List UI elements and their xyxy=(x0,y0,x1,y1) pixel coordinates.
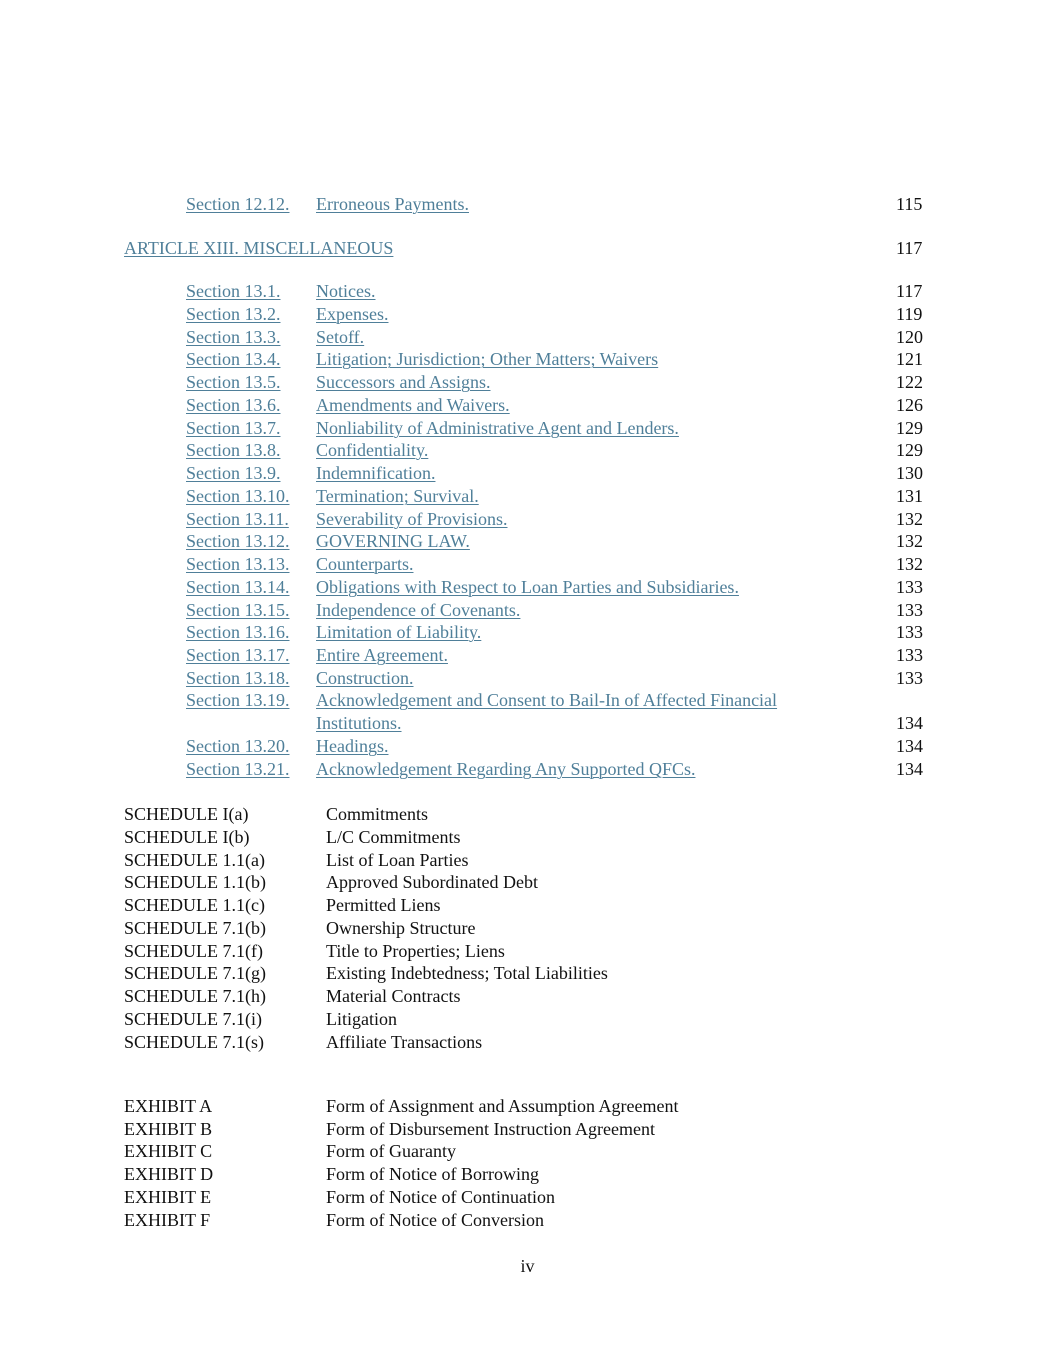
page-number: 133 xyxy=(896,668,923,688)
page-number: 130 xyxy=(896,463,923,483)
schedule-entry xyxy=(0,940,1055,962)
page-number: 121 xyxy=(896,349,923,369)
schedule-label: SCHEDULE 7.1(g) xyxy=(124,963,266,983)
page-number: 132 xyxy=(896,509,923,529)
schedule-entry xyxy=(0,1008,1055,1030)
exhibit-label: EXHIBIT C xyxy=(124,1141,213,1161)
toc-entry-section-13-19-cont[interactable] xyxy=(0,712,1055,734)
schedule-description: Affiliate Transactions xyxy=(326,1032,483,1052)
exhibit-entry xyxy=(0,1186,1055,1208)
page-number: 120 xyxy=(896,327,923,347)
schedule-entry xyxy=(0,917,1055,939)
section-title-link[interactable]: Headings. xyxy=(316,736,389,756)
schedule-description: Title to Properties; Liens xyxy=(326,941,505,961)
toc-entry[interactable] xyxy=(0,735,1055,757)
section-number-link[interactable]: Section 13.16. xyxy=(186,622,290,642)
page-number: 117 xyxy=(896,281,923,301)
schedule-label: SCHEDULE 1.1(a) xyxy=(124,850,265,870)
section-number-link[interactable]: Section 13.14. xyxy=(186,577,290,597)
schedule-label: SCHEDULE I(a) xyxy=(124,804,249,824)
section-title-link[interactable]: Termination; Survival. xyxy=(316,486,479,506)
exhibit-entry xyxy=(0,1209,1055,1231)
toc-entry[interactable] xyxy=(0,462,1055,484)
section-number-link[interactable]: Section 13.4. xyxy=(186,349,281,369)
section-title-link[interactable]: Obligations with Respect to Loan Parties and Subsidiaries. xyxy=(316,577,739,597)
section-number-link[interactable]: Section 13.19. xyxy=(186,690,290,710)
schedule-entry xyxy=(0,803,1055,825)
exhibit-label: EXHIBIT A xyxy=(124,1096,213,1116)
page-number: 117 xyxy=(896,238,923,258)
toc-entry[interactable] xyxy=(0,439,1055,461)
section-number-link[interactable]: Section 13.5. xyxy=(186,372,281,392)
toc-entry-section-12-12[interactable] xyxy=(0,193,1055,215)
schedule-label: SCHEDULE 7.1(f) xyxy=(124,941,263,961)
section-title-link[interactable]: Amendments and Waivers. xyxy=(316,395,510,415)
schedule-entry xyxy=(0,871,1055,893)
page-number: 134 xyxy=(896,713,923,733)
exhibit-entry xyxy=(0,1163,1055,1185)
schedule-description: L/C Commitments xyxy=(326,827,461,847)
toc-entry[interactable] xyxy=(0,348,1055,370)
section-title-link[interactable]: GOVERNING LAW. xyxy=(316,531,470,551)
toc-entry[interactable] xyxy=(0,576,1055,598)
page-number: 134 xyxy=(896,759,923,779)
section-number-link[interactable]: Section 13.15. xyxy=(186,600,290,620)
section-title-link[interactable]: Confidentiality. xyxy=(316,440,429,460)
schedule-entry xyxy=(0,962,1055,984)
toc-entry[interactable] xyxy=(0,303,1055,325)
section-title-link[interactable]: Counterparts. xyxy=(316,554,414,574)
section-number-link[interactable]: Section 13.11. xyxy=(186,509,289,529)
toc-entry[interactable] xyxy=(0,667,1055,689)
toc-entry[interactable] xyxy=(0,394,1055,416)
schedule-description: Permitted Liens xyxy=(326,895,441,915)
schedule-label: SCHEDULE 1.1(c) xyxy=(124,895,265,915)
schedule-description: Material Contracts xyxy=(326,986,461,1006)
section-number-link[interactable]: Section 13.20. xyxy=(186,736,290,756)
exhibit-entry xyxy=(0,1095,1055,1117)
page-number: 122 xyxy=(896,372,923,392)
schedule-description: List of Loan Parties xyxy=(326,850,469,870)
section-number-link[interactable]: Section 13.10. xyxy=(186,486,290,506)
schedule-label: SCHEDULE 7.1(i) xyxy=(124,1009,262,1029)
page-number: 131 xyxy=(896,486,923,506)
page-number: 129 xyxy=(896,440,923,460)
page-number: 132 xyxy=(896,531,923,551)
section-number-link[interactable]: Section 13.13. xyxy=(186,554,290,574)
section-number-link[interactable]: Section 12.12. xyxy=(186,194,290,214)
exhibit-description: Form of Assignment and Assumption Agreement xyxy=(326,1096,679,1116)
section-number-link[interactable]: Section 13.17. xyxy=(186,645,290,665)
schedule-label: SCHEDULE I(b) xyxy=(124,827,250,847)
toc-entry[interactable] xyxy=(0,417,1055,439)
toc-entry[interactable] xyxy=(0,280,1055,302)
exhibit-description: Form of Guaranty xyxy=(326,1141,456,1161)
section-title-link[interactable]: Acknowledgement Regarding Any Supported QFCs. xyxy=(316,759,696,779)
toc-entry[interactable] xyxy=(0,621,1055,643)
schedule-description: Ownership Structure xyxy=(326,918,476,938)
toc-entry[interactable] xyxy=(0,553,1055,575)
toc-entry[interactable] xyxy=(0,758,1055,780)
schedule-description: Commitments xyxy=(326,804,429,824)
page-number: 133 xyxy=(896,645,923,665)
exhibit-label: EXHIBIT F xyxy=(124,1210,211,1230)
page-number: 119 xyxy=(896,304,923,324)
toc-entry-section-13-19[interactable] xyxy=(0,689,1055,711)
page-number-footer: iv xyxy=(520,1256,535,1276)
section-title-link[interactable]: Entire Agreement. xyxy=(316,645,448,665)
section-title-link[interactable]: Successors and Assigns. xyxy=(316,372,491,392)
schedule-entry xyxy=(0,1031,1055,1053)
schedule-label: SCHEDULE 7.1(s) xyxy=(124,1032,264,1052)
section-number-link[interactable]: Section 13.8. xyxy=(186,440,281,460)
schedule-description: Existing Indebtedness; Total Liabilities xyxy=(326,963,608,983)
page-number: 133 xyxy=(896,622,923,642)
toc-entry[interactable] xyxy=(0,508,1055,530)
page-number: 132 xyxy=(896,554,923,574)
section-title-link-cont[interactable]: Institutions. xyxy=(316,713,402,733)
page-number: 115 xyxy=(896,194,923,214)
section-title-link[interactable]: Notices. xyxy=(316,281,376,301)
section-title-link[interactable]: Acknowledgement and Consent to Bail-In of Affected Financial xyxy=(316,690,778,710)
section-title-link[interactable]: Limitation of Liability. xyxy=(316,622,482,642)
exhibit-entry xyxy=(0,1118,1055,1140)
section-number-link[interactable]: Section 13.6. xyxy=(186,395,281,415)
section-title-link[interactable]: Construction. xyxy=(316,668,414,688)
section-number-link[interactable]: Section 13.1. xyxy=(186,281,281,301)
section-title-link[interactable]: Litigation; Jurisdiction; Other Matters; Waivers xyxy=(316,349,659,369)
exhibit-description: Form of Disbursement Instruction Agreement xyxy=(326,1119,655,1139)
section-number-link[interactable]: Section 13.7. xyxy=(186,418,281,438)
section-number-link[interactable]: Section 13.21. xyxy=(186,759,290,779)
toc-entry[interactable] xyxy=(0,530,1055,552)
page-number: 133 xyxy=(896,600,923,620)
exhibit-label: EXHIBIT E xyxy=(124,1187,212,1207)
toc-entry[interactable] xyxy=(0,371,1055,393)
exhibit-entry xyxy=(0,1140,1055,1162)
section-number-link[interactable]: Section 13.12. xyxy=(186,531,290,551)
schedule-entry xyxy=(0,894,1055,916)
schedule-description: Approved Subordinated Debt xyxy=(326,872,538,892)
section-title-link[interactable]: Independence of Covenants. xyxy=(316,600,521,620)
section-title-link[interactable]: Severability of Provisions. xyxy=(316,509,508,529)
page-number: 129 xyxy=(896,418,923,438)
schedule-entry xyxy=(0,985,1055,1007)
exhibit-label: EXHIBIT B xyxy=(124,1119,213,1139)
exhibit-description: Form of Notice of Borrowing xyxy=(326,1164,539,1184)
section-title-link[interactable]: Indemnification. xyxy=(316,463,436,483)
exhibit-description: Form of Notice of Conversion xyxy=(326,1210,544,1230)
schedule-label: SCHEDULE 7.1(h) xyxy=(124,986,266,1006)
section-number-link[interactable]: Section 13.3. xyxy=(186,327,281,347)
section-title-link[interactable]: Nonliability of Administrative Agent and Lenders. xyxy=(316,418,679,438)
article-link[interactable]: ARTICLE XIII. MISCELLANEOUS xyxy=(124,238,394,258)
section-title-link[interactable]: Erroneous Payments. xyxy=(316,194,469,214)
section-number-link[interactable]: Section 13.9. xyxy=(186,463,281,483)
exhibit-description: Form of Notice of Continuation xyxy=(326,1187,555,1207)
page-number: 126 xyxy=(896,395,923,415)
exhibit-label: EXHIBIT D xyxy=(124,1164,214,1184)
schedule-label: SCHEDULE 7.1(b) xyxy=(124,918,266,938)
toc-entry[interactable] xyxy=(0,644,1055,666)
section-number-link[interactable]: Section 13.2. xyxy=(186,304,281,324)
schedule-entry xyxy=(0,849,1055,871)
section-number-link[interactable]: Section 13.18. xyxy=(186,668,290,688)
section-title-link[interactable]: Setoff. xyxy=(316,327,365,347)
schedule-description: Litigation xyxy=(326,1009,397,1029)
toc-entry-article-xiii[interactable] xyxy=(0,237,1055,259)
page-number: 133 xyxy=(896,577,923,597)
schedule-entry xyxy=(0,826,1055,848)
toc-entry[interactable] xyxy=(0,326,1055,348)
toc-entry[interactable] xyxy=(0,599,1055,621)
toc-entry[interactable] xyxy=(0,485,1055,507)
section-title-link[interactable]: Expenses. xyxy=(316,304,389,324)
page-number: 134 xyxy=(896,736,923,756)
schedule-label: SCHEDULE 1.1(b) xyxy=(124,872,266,892)
